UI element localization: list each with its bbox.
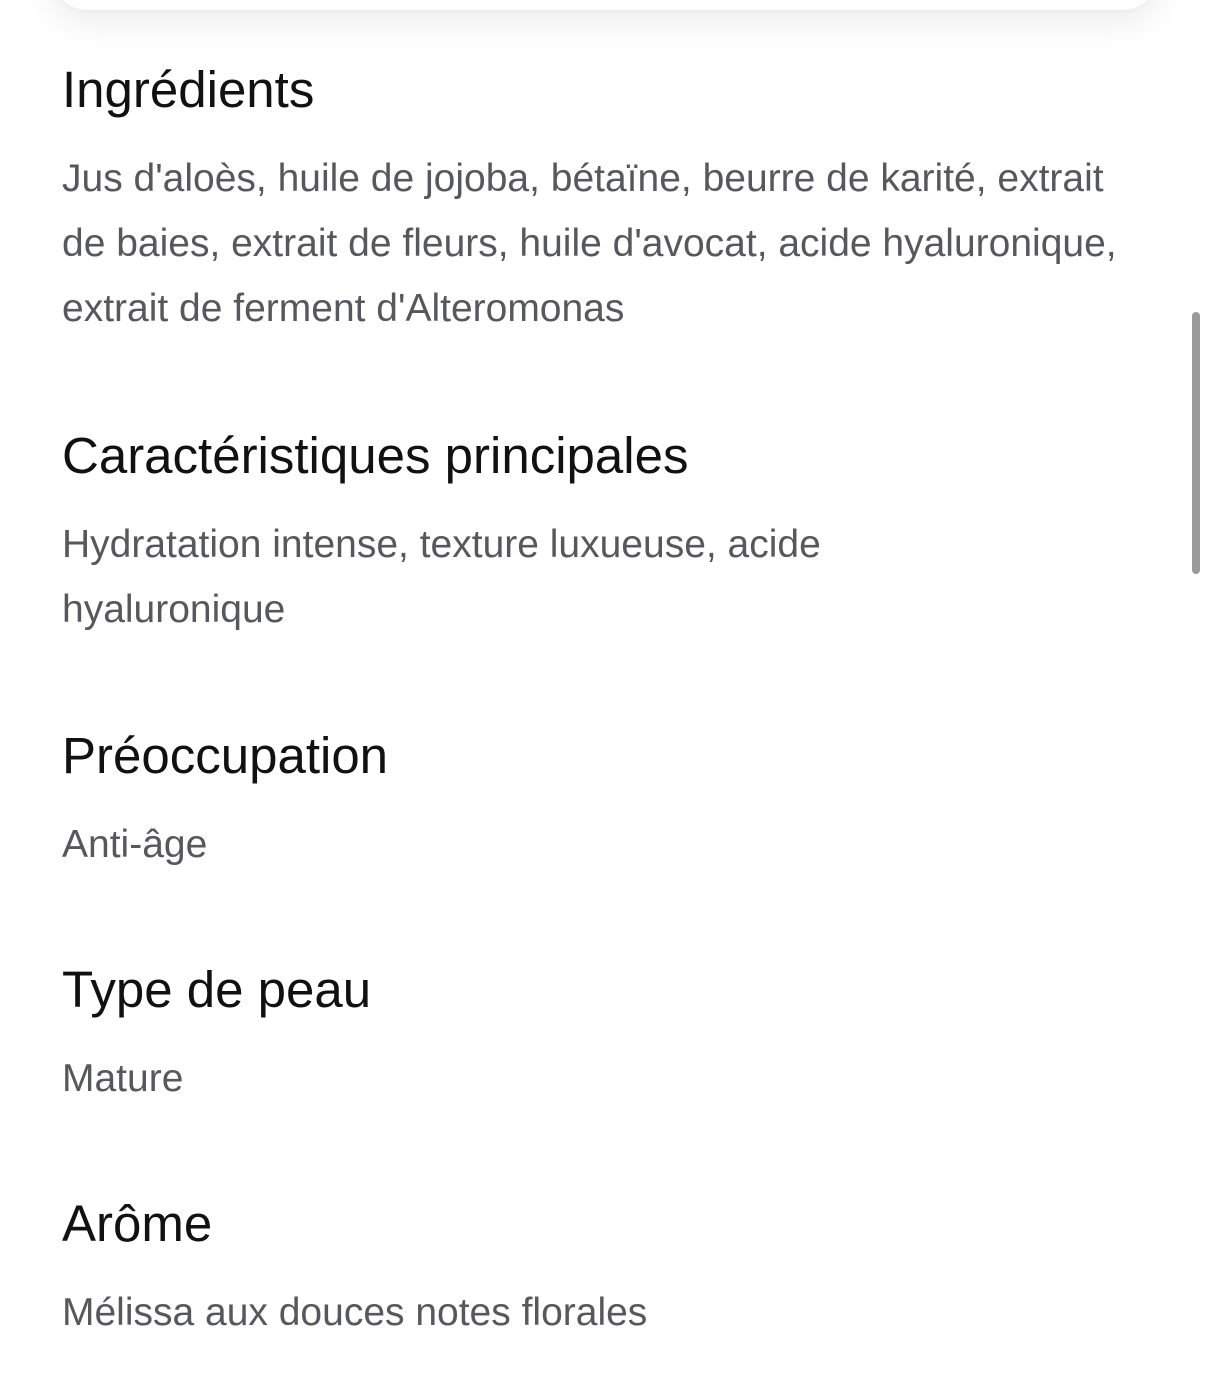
skin-type-text: Mature [62,1057,184,1100]
product-card-bottom-edge [50,0,1160,10]
key-features-heading: Caractéristiques principales [62,427,689,484]
aroma-heading: Arôme [62,1195,213,1252]
concern-section [62,724,1142,877]
key-features-section [62,424,1142,642]
aroma-text: Mélissa aux douces notes florales [62,1291,648,1334]
ingredients-section [62,58,1142,341]
scrollbar[interactable] [1192,312,1200,574]
ingredients-heading: Ingrédients [62,61,315,118]
aroma-section [62,1192,1142,1345]
concern-text: Anti-âge [62,823,208,866]
skin-type-heading: Type de peau [62,961,372,1018]
key-features-text: Hydratation intense, texture luxueuse, acide hyaluronique [62,523,821,631]
concern-heading: Préoccupation [62,727,389,784]
skin-type-section [62,958,1142,1111]
ingredients-text: Jus d'aloès, huile de jojoba, bétaïne, beurre de karité, extrait de baies, extrait de fleurs, huile d'avocat, acide hyaluronique, extrait de ferment d'Alteromonas [62,157,1117,330]
